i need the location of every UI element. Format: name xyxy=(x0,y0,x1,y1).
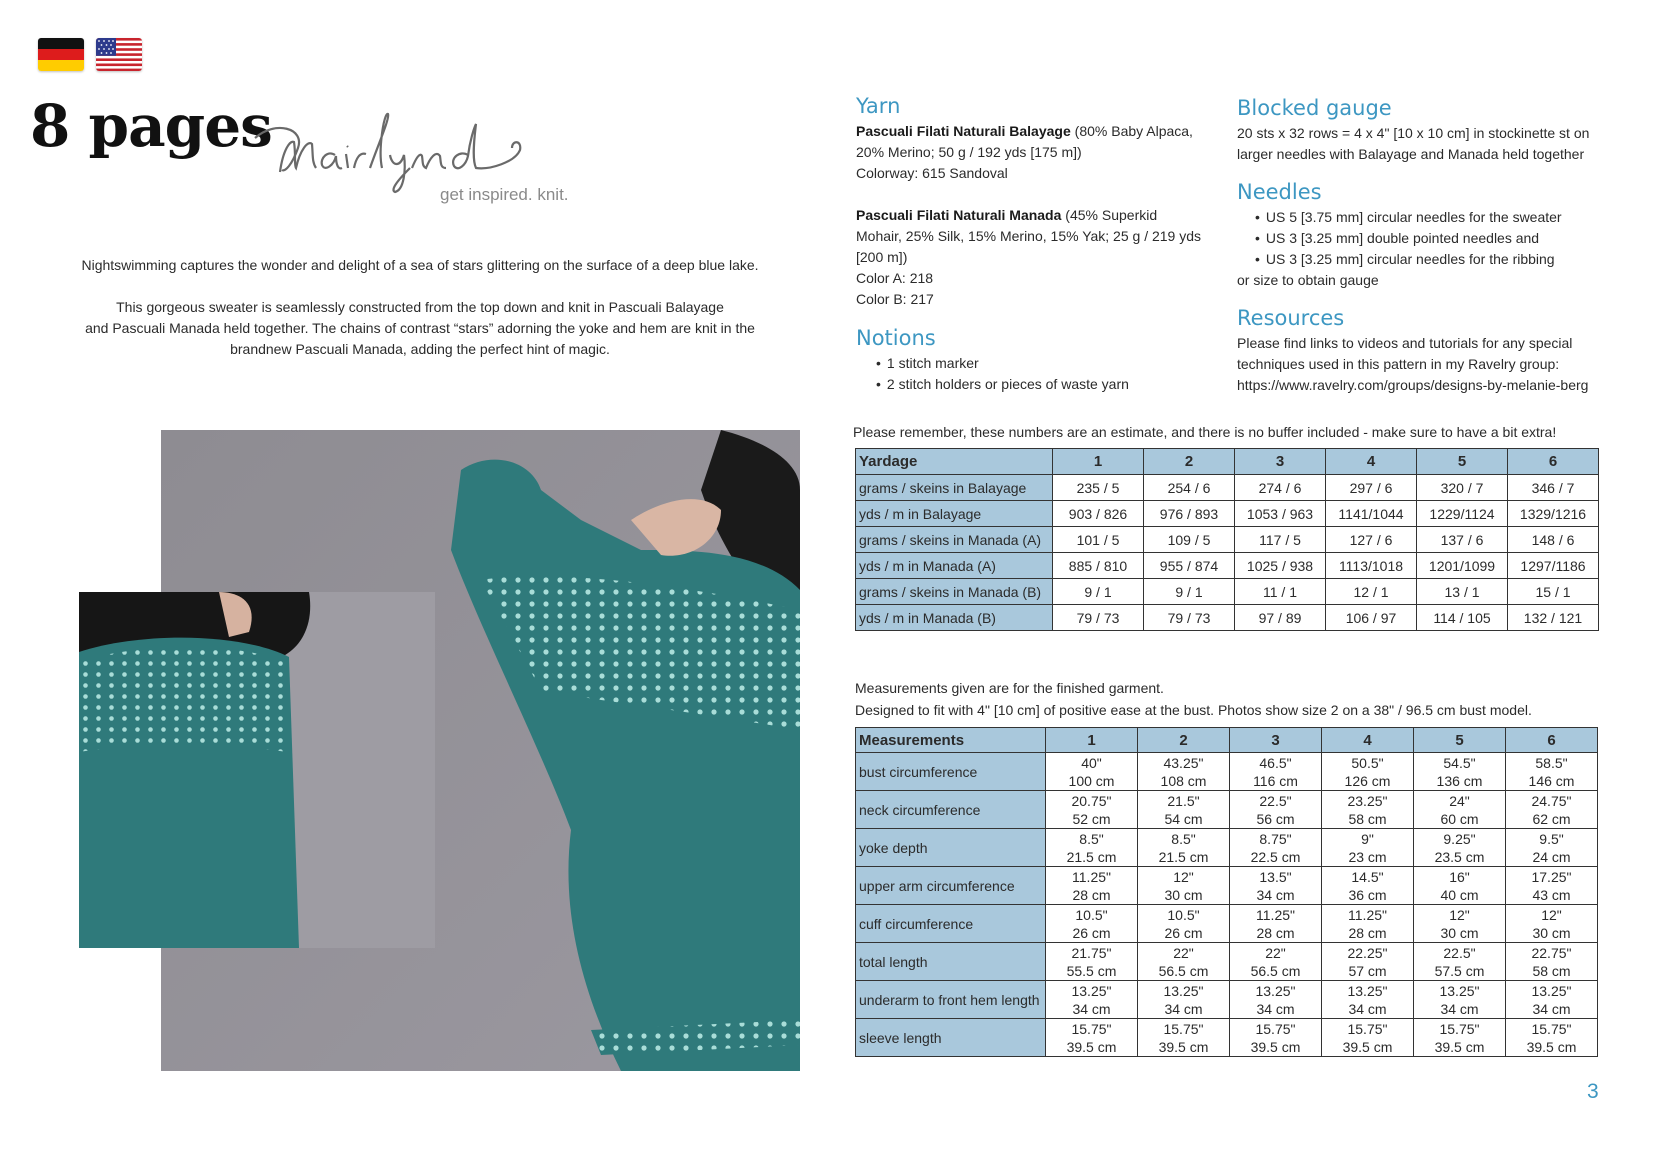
measurements-header: Measurements xyxy=(856,728,1046,753)
measurements-header-row xyxy=(856,728,1598,753)
table-row xyxy=(856,753,1598,791)
cm-value: 34 cm xyxy=(1532,1000,1571,1017)
cm-value: 23 cm xyxy=(1348,848,1387,865)
row-label: yoke depth xyxy=(856,829,1046,867)
cm-value: 39.5 cm xyxy=(1066,1038,1117,1055)
row-label: grams / skeins in Manada (A) xyxy=(856,527,1053,553)
inch-value: 20.75" xyxy=(1071,792,1112,809)
yardage-note: Please remember, these numbers are an estimate, and there is no buffer included - make sure to have a bit extra! xyxy=(853,424,1557,440)
yarn-2-color-b: Color B: 217 xyxy=(856,291,934,307)
size-header: 4 xyxy=(1322,728,1414,753)
table-cell: 254 / 6 xyxy=(1144,475,1235,501)
inch-value: 22.5" xyxy=(1259,792,1292,809)
table-cell xyxy=(1046,943,1138,981)
inch-value: 12" xyxy=(1449,906,1470,923)
yardage-header: Yardage xyxy=(856,449,1053,475)
table-cell xyxy=(1506,943,1598,981)
cm-value: 34 cm xyxy=(1164,1000,1203,1017)
notions-item: • 1 stitch marker xyxy=(858,353,1218,374)
table-cell xyxy=(1046,1019,1138,1057)
cm-value: 39.5 cm xyxy=(1250,1038,1301,1055)
table-cell: 976 / 893 xyxy=(1144,501,1235,527)
cm-value: 28 cm xyxy=(1348,924,1387,941)
table-cell xyxy=(1322,829,1414,867)
table-cell: 1025 / 938 xyxy=(1235,553,1326,579)
table-row xyxy=(856,605,1599,631)
row-label: bust circumference xyxy=(856,753,1046,791)
row-label: yds / m in Balayage xyxy=(856,501,1053,527)
inch-value: 21.5" xyxy=(1167,792,1200,809)
inch-value: 11.25" xyxy=(1348,906,1387,923)
cm-value: 39.5 cm xyxy=(1434,1038,1485,1055)
table-cell xyxy=(1138,753,1230,791)
inch-value: 13.25" xyxy=(1071,982,1112,999)
table-cell xyxy=(1414,943,1506,981)
table-cell xyxy=(1414,1019,1506,1057)
inch-value: 13.5" xyxy=(1259,868,1292,885)
size-header: 1 xyxy=(1046,728,1138,753)
cm-value: 21.5 cm xyxy=(1158,848,1209,865)
table-row xyxy=(856,943,1598,981)
needles-item: • US 3 [3.25 mm] circular needles for the ribbing xyxy=(1237,249,1637,270)
table-cell xyxy=(1230,905,1322,943)
inch-value: 24.75" xyxy=(1531,792,1572,809)
table-cell: 137 / 6 xyxy=(1417,527,1508,553)
intro-line: This gorgeous sweater is seamlessly constructed from the top down and knit in Pascuali Balayage xyxy=(116,299,724,315)
table-cell: 1053 / 963 xyxy=(1235,501,1326,527)
table-cell xyxy=(1506,829,1598,867)
intro-paragraph-1: Nightswimming captures the wonder and delight of a sea of stars glittering on the surface of a deep blue lake. xyxy=(81,257,759,273)
table-cell: 79 / 73 xyxy=(1053,605,1144,631)
cm-value: 56.5 cm xyxy=(1158,962,1209,979)
cm-value: 28 cm xyxy=(1072,886,1111,903)
cm-value: 30 cm xyxy=(1440,924,1479,941)
size-header: 2 xyxy=(1144,449,1235,475)
table-cell: 15 / 1 xyxy=(1508,579,1599,605)
row-label: cuff circumference xyxy=(856,905,1046,943)
cm-value: 116 cm xyxy=(1253,772,1298,789)
mairlynd-logo xyxy=(250,110,610,220)
row-label: upper arm circumference xyxy=(856,867,1046,905)
sweater-photo-front xyxy=(79,592,435,948)
table-cell xyxy=(1230,943,1322,981)
yarn-1-colorway: Colorway: 615 Sandoval xyxy=(856,165,1008,181)
table-cell xyxy=(1322,753,1414,791)
inch-value: 15.75" xyxy=(1163,1020,1204,1037)
table-row xyxy=(856,501,1599,527)
yarn-2-weight: [200 m]) xyxy=(856,249,908,265)
gauge-line: larger needles with Balayage and Manada held together xyxy=(1237,146,1585,162)
inch-value: 50.5" xyxy=(1351,754,1384,771)
inch-value: 43.25" xyxy=(1163,754,1204,771)
resources-text xyxy=(1237,333,1647,396)
inch-value: 22.5" xyxy=(1443,944,1476,961)
us-flag-icon[interactable] xyxy=(96,38,142,71)
cm-value: 52 cm xyxy=(1072,810,1111,827)
row-label: total length xyxy=(856,943,1046,981)
inch-value: 13.25" xyxy=(1163,982,1204,999)
inch-value: 15.75" xyxy=(1347,1020,1388,1037)
yarn-2-fiber-cont: Mohair, 25% Silk, 15% Merino, 15% Yak; 25 g / 219 yds xyxy=(856,228,1202,244)
cm-value: 136 cm xyxy=(1436,772,1483,789)
needles-list xyxy=(1237,207,1637,291)
needles-item: • US 5 [3.75 mm] circular needles for the sweater xyxy=(1237,207,1637,228)
cm-value: 56 cm xyxy=(1256,810,1295,827)
measure-note-2: Designed to fit with 4" [10 cm] of positive ease at the bust. Photos show size 2 on a 38" / 96.5 cm bust model. xyxy=(855,702,1532,718)
gauge-line: 20 sts x 32 rows = 4 x 4" [10 x 10 cm] in stockinette st on xyxy=(1237,125,1590,141)
table-row xyxy=(856,791,1598,829)
table-row xyxy=(856,981,1598,1019)
table-cell xyxy=(1138,1019,1230,1057)
inch-value: 15.75" xyxy=(1255,1020,1296,1037)
resources-heading: Resources xyxy=(1237,306,1345,330)
table-cell xyxy=(1046,753,1138,791)
inch-value: 11.25" xyxy=(1072,868,1111,885)
table-row xyxy=(856,867,1598,905)
ravelry-link[interactable]: https://www.ravelry.com/groups/designs-by-melanie-berg xyxy=(1237,377,1589,393)
resources-line: Please find links to videos and tutorials for any special xyxy=(1237,335,1573,351)
table-row xyxy=(856,829,1598,867)
cm-value: 54 cm xyxy=(1164,810,1203,827)
table-cell: 274 / 6 xyxy=(1235,475,1326,501)
cm-value: 56.5 cm xyxy=(1250,962,1301,979)
table-cell: 11 / 1 xyxy=(1235,579,1326,605)
table-cell: 1329/1216 xyxy=(1508,501,1599,527)
intro-line: and Pascuali Manada held together. The chains of contrast “stars” adorning the yoke and hem are knit in the xyxy=(85,320,755,336)
table-cell: 117 / 5 xyxy=(1235,527,1326,553)
notions-heading: Notions xyxy=(856,326,936,350)
yarn-1-fiber: (80% Baby Alpaca, xyxy=(1070,123,1193,139)
yarn-heading: Yarn xyxy=(856,94,901,118)
inch-value: 9.25" xyxy=(1443,830,1476,847)
gauge-heading: Blocked gauge xyxy=(1237,96,1392,120)
cm-value: 57 cm xyxy=(1348,962,1387,979)
table-cell: 12 / 1 xyxy=(1326,579,1417,605)
cm-value: 62 cm xyxy=(1532,810,1571,827)
table-cell: 320 / 7 xyxy=(1417,475,1508,501)
cm-value: 30 cm xyxy=(1164,886,1203,903)
table-cell xyxy=(1230,791,1322,829)
notions-list xyxy=(858,353,1218,395)
intro-line: brandnew Pascuali Manada, adding the perfect hint of magic. xyxy=(230,341,610,357)
size-header: 2 xyxy=(1138,728,1230,753)
inch-value: 8.75" xyxy=(1259,830,1292,847)
table-cell: 9 / 1 xyxy=(1053,579,1144,605)
table-cell xyxy=(1414,867,1506,905)
table-cell: 9 / 1 xyxy=(1144,579,1235,605)
inch-value: 9" xyxy=(1361,830,1374,847)
table-cell xyxy=(1230,981,1322,1019)
table-cell xyxy=(1138,791,1230,829)
inch-value: 23.25" xyxy=(1347,792,1388,809)
table-cell: 346 / 7 xyxy=(1508,475,1599,501)
cm-value: 24 cm xyxy=(1532,848,1571,865)
inch-value: 12" xyxy=(1541,906,1562,923)
inch-value: 46.5" xyxy=(1259,754,1292,771)
table-cell: 955 / 874 xyxy=(1144,553,1235,579)
inch-value: 15.75" xyxy=(1531,1020,1572,1037)
row-label: yds / m in Manada (B) xyxy=(856,605,1053,631)
table-cell xyxy=(1322,943,1414,981)
cm-value: 36 cm xyxy=(1348,886,1387,903)
german-flag-icon[interactable] xyxy=(38,38,84,71)
table-cell: 127 / 6 xyxy=(1326,527,1417,553)
yarn-1-weight: 20% Merino; 50 g / 192 yds [175 m]) xyxy=(856,144,1082,160)
inch-value: 40" xyxy=(1081,754,1102,771)
table-cell xyxy=(1506,1019,1598,1057)
inch-value: 15.75" xyxy=(1439,1020,1480,1037)
cm-value: 34 cm xyxy=(1440,1000,1479,1017)
yarn-1-line xyxy=(856,121,1226,142)
resources-line: techniques used in this pattern in my Ravelry group: xyxy=(1237,356,1560,372)
cm-value: 100 cm xyxy=(1068,772,1115,789)
yarn-details xyxy=(856,121,1226,310)
cm-value: 108 cm xyxy=(1160,772,1207,789)
notions-item: • 2 stitch holders or pieces of waste yarn xyxy=(858,374,1218,395)
gauge-text xyxy=(1237,123,1637,165)
inch-value: 10.5" xyxy=(1075,906,1108,923)
table-cell xyxy=(1046,905,1138,943)
row-label: sleeve length xyxy=(856,1019,1046,1057)
inch-value: 13.25" xyxy=(1255,982,1296,999)
cm-value: 34 cm xyxy=(1348,1000,1387,1017)
table-cell xyxy=(1138,867,1230,905)
cm-value: 30 cm xyxy=(1532,924,1571,941)
table-cell xyxy=(1506,753,1598,791)
table-cell xyxy=(1322,1019,1414,1057)
size-header: 3 xyxy=(1230,728,1322,753)
needles-tail: or size to obtain gauge xyxy=(1237,272,1379,288)
table-cell xyxy=(1046,981,1138,1019)
table-cell xyxy=(1322,867,1414,905)
table-cell xyxy=(1414,753,1506,791)
size-header: 5 xyxy=(1417,449,1508,475)
cm-value: 43 cm xyxy=(1532,886,1571,903)
table-cell: 13 / 1 xyxy=(1417,579,1508,605)
table-cell: 79 / 73 xyxy=(1144,605,1235,631)
inch-value: 22.75" xyxy=(1531,944,1572,961)
table-cell xyxy=(1322,905,1414,943)
page-title: 8 pages xyxy=(30,92,272,160)
inch-value: 8.5" xyxy=(1171,830,1196,847)
table-cell: 97 / 89 xyxy=(1235,605,1326,631)
table-cell: 1201/1099 xyxy=(1417,553,1508,579)
inch-value: 24" xyxy=(1449,792,1470,809)
table-cell: 903 / 826 xyxy=(1053,501,1144,527)
table-cell: 1297/1186 xyxy=(1508,553,1599,579)
table-cell: 885 / 810 xyxy=(1053,553,1144,579)
table-cell xyxy=(1230,1019,1322,1057)
cm-value: 23.5 cm xyxy=(1434,848,1485,865)
cm-value: 39.5 cm xyxy=(1158,1038,1209,1055)
table-row xyxy=(856,905,1598,943)
inch-value: 22" xyxy=(1173,944,1194,961)
table-row xyxy=(856,579,1599,605)
cm-value: 126 cm xyxy=(1344,772,1391,789)
row-label: underarm to front hem length xyxy=(856,981,1046,1019)
table-cell xyxy=(1138,943,1230,981)
cm-value: 28 cm xyxy=(1256,924,1295,941)
yardage-table xyxy=(855,448,1599,631)
inch-value: 11.25" xyxy=(1256,906,1295,923)
needles-item: • US 3 [3.25 mm] double pointed needles and xyxy=(1237,228,1637,249)
inch-value: 22.25" xyxy=(1347,944,1388,961)
size-header: 6 xyxy=(1506,728,1598,753)
inch-value: 10.5" xyxy=(1167,906,1200,923)
inch-value: 12" xyxy=(1173,868,1194,885)
table-cell: 106 / 97 xyxy=(1326,605,1417,631)
table-cell: 297 / 6 xyxy=(1326,475,1417,501)
row-label: neck circumference xyxy=(856,791,1046,829)
inch-value: 14.5" xyxy=(1351,868,1384,885)
table-cell xyxy=(1230,867,1322,905)
cm-value: 58 cm xyxy=(1348,810,1387,827)
cm-value: 60 cm xyxy=(1440,810,1479,827)
table-cell: 1113/1018 xyxy=(1326,553,1417,579)
cm-value: 55.5 cm xyxy=(1066,962,1117,979)
table-cell xyxy=(1230,829,1322,867)
table-cell xyxy=(1414,981,1506,1019)
cm-value: 34 cm xyxy=(1256,886,1295,903)
cm-value: 40 cm xyxy=(1440,886,1479,903)
inch-value: 21.75" xyxy=(1071,944,1112,961)
table-cell xyxy=(1506,867,1598,905)
cm-value: 58 cm xyxy=(1532,962,1571,979)
cm-value: 21.5 cm xyxy=(1066,848,1117,865)
size-header: 6 xyxy=(1508,449,1599,475)
table-cell xyxy=(1506,905,1598,943)
table-cell xyxy=(1138,981,1230,1019)
inch-value: 13.25" xyxy=(1347,982,1388,999)
yardage-header-row xyxy=(856,449,1599,475)
measurements-table xyxy=(855,727,1598,1057)
yarn-2-fiber: (45% Superkid xyxy=(1061,207,1158,223)
table-cell xyxy=(1414,829,1506,867)
inch-value: 58.5" xyxy=(1535,754,1568,771)
table-cell: 109 / 5 xyxy=(1144,527,1235,553)
table-cell xyxy=(1506,981,1598,1019)
measure-note-1: Measurements given are for the finished garment. xyxy=(855,680,1164,696)
table-row xyxy=(856,527,1599,553)
table-cell xyxy=(1046,867,1138,905)
cm-value: 57.5 cm xyxy=(1434,962,1485,979)
cm-value: 34 cm xyxy=(1072,1000,1111,1017)
size-header: 5 xyxy=(1414,728,1506,753)
row-label: yds / m in Manada (A) xyxy=(856,553,1053,579)
yarn-1-name: Pascuali Filati Naturali Balayage xyxy=(856,123,1071,139)
cm-value: 22.5 cm xyxy=(1250,848,1301,865)
inch-value: 16" xyxy=(1449,868,1470,885)
table-cell xyxy=(1506,791,1598,829)
page-number: 3 xyxy=(1587,1080,1599,1103)
table-cell xyxy=(1322,791,1414,829)
cm-value: 34 cm xyxy=(1256,1000,1295,1017)
inch-value: 9.5" xyxy=(1539,830,1564,847)
yarn-2-name: Pascuali Filati Naturali Manada xyxy=(856,207,1062,223)
table-cell: 1229/1124 xyxy=(1417,501,1508,527)
inch-value: 13.25" xyxy=(1531,982,1572,999)
table-cell xyxy=(1046,791,1138,829)
inch-value: 15.75" xyxy=(1071,1020,1112,1037)
table-row xyxy=(856,1019,1598,1057)
table-cell xyxy=(1414,905,1506,943)
table-row xyxy=(856,553,1599,579)
table-cell: 148 / 6 xyxy=(1508,527,1599,553)
cm-value: 39.5 cm xyxy=(1526,1038,1577,1055)
row-label: grams / skeins in Manada (B) xyxy=(856,579,1053,605)
cm-value: 39.5 cm xyxy=(1342,1038,1393,1055)
table-row xyxy=(856,475,1599,501)
table-cell xyxy=(1138,905,1230,943)
size-header: 4 xyxy=(1326,449,1417,475)
needles-heading: Needles xyxy=(1237,180,1322,204)
logo-tagline: get inspired. knit. xyxy=(440,185,569,204)
table-cell xyxy=(1322,981,1414,1019)
table-cell: 114 / 105 xyxy=(1417,605,1508,631)
yarn-2-color-a: Color A: 218 xyxy=(856,270,934,286)
yarn-2-line xyxy=(856,205,1226,226)
table-cell: 235 / 5 xyxy=(1053,475,1144,501)
inch-value: 13.25" xyxy=(1439,982,1480,999)
table-cell: 101 / 5 xyxy=(1053,527,1144,553)
inch-value: 8.5" xyxy=(1079,830,1104,847)
table-cell xyxy=(1414,791,1506,829)
table-cell xyxy=(1138,829,1230,867)
table-cell: 1141/1044 xyxy=(1326,501,1417,527)
table-cell xyxy=(1230,753,1322,791)
size-header: 3 xyxy=(1235,449,1326,475)
row-label: grams / skeins in Balayage xyxy=(856,475,1053,501)
size-header: 1 xyxy=(1053,449,1144,475)
inch-value: 22" xyxy=(1265,944,1286,961)
table-cell: 132 / 121 xyxy=(1508,605,1599,631)
inch-value: 54.5" xyxy=(1443,754,1476,771)
cm-value: 146 cm xyxy=(1528,772,1575,789)
table-cell xyxy=(1046,829,1138,867)
cm-value: 26 cm xyxy=(1072,924,1111,941)
cm-value: 26 cm xyxy=(1164,924,1203,941)
inch-value: 17.25" xyxy=(1531,868,1572,885)
intro-paragraph-2 xyxy=(80,297,760,360)
